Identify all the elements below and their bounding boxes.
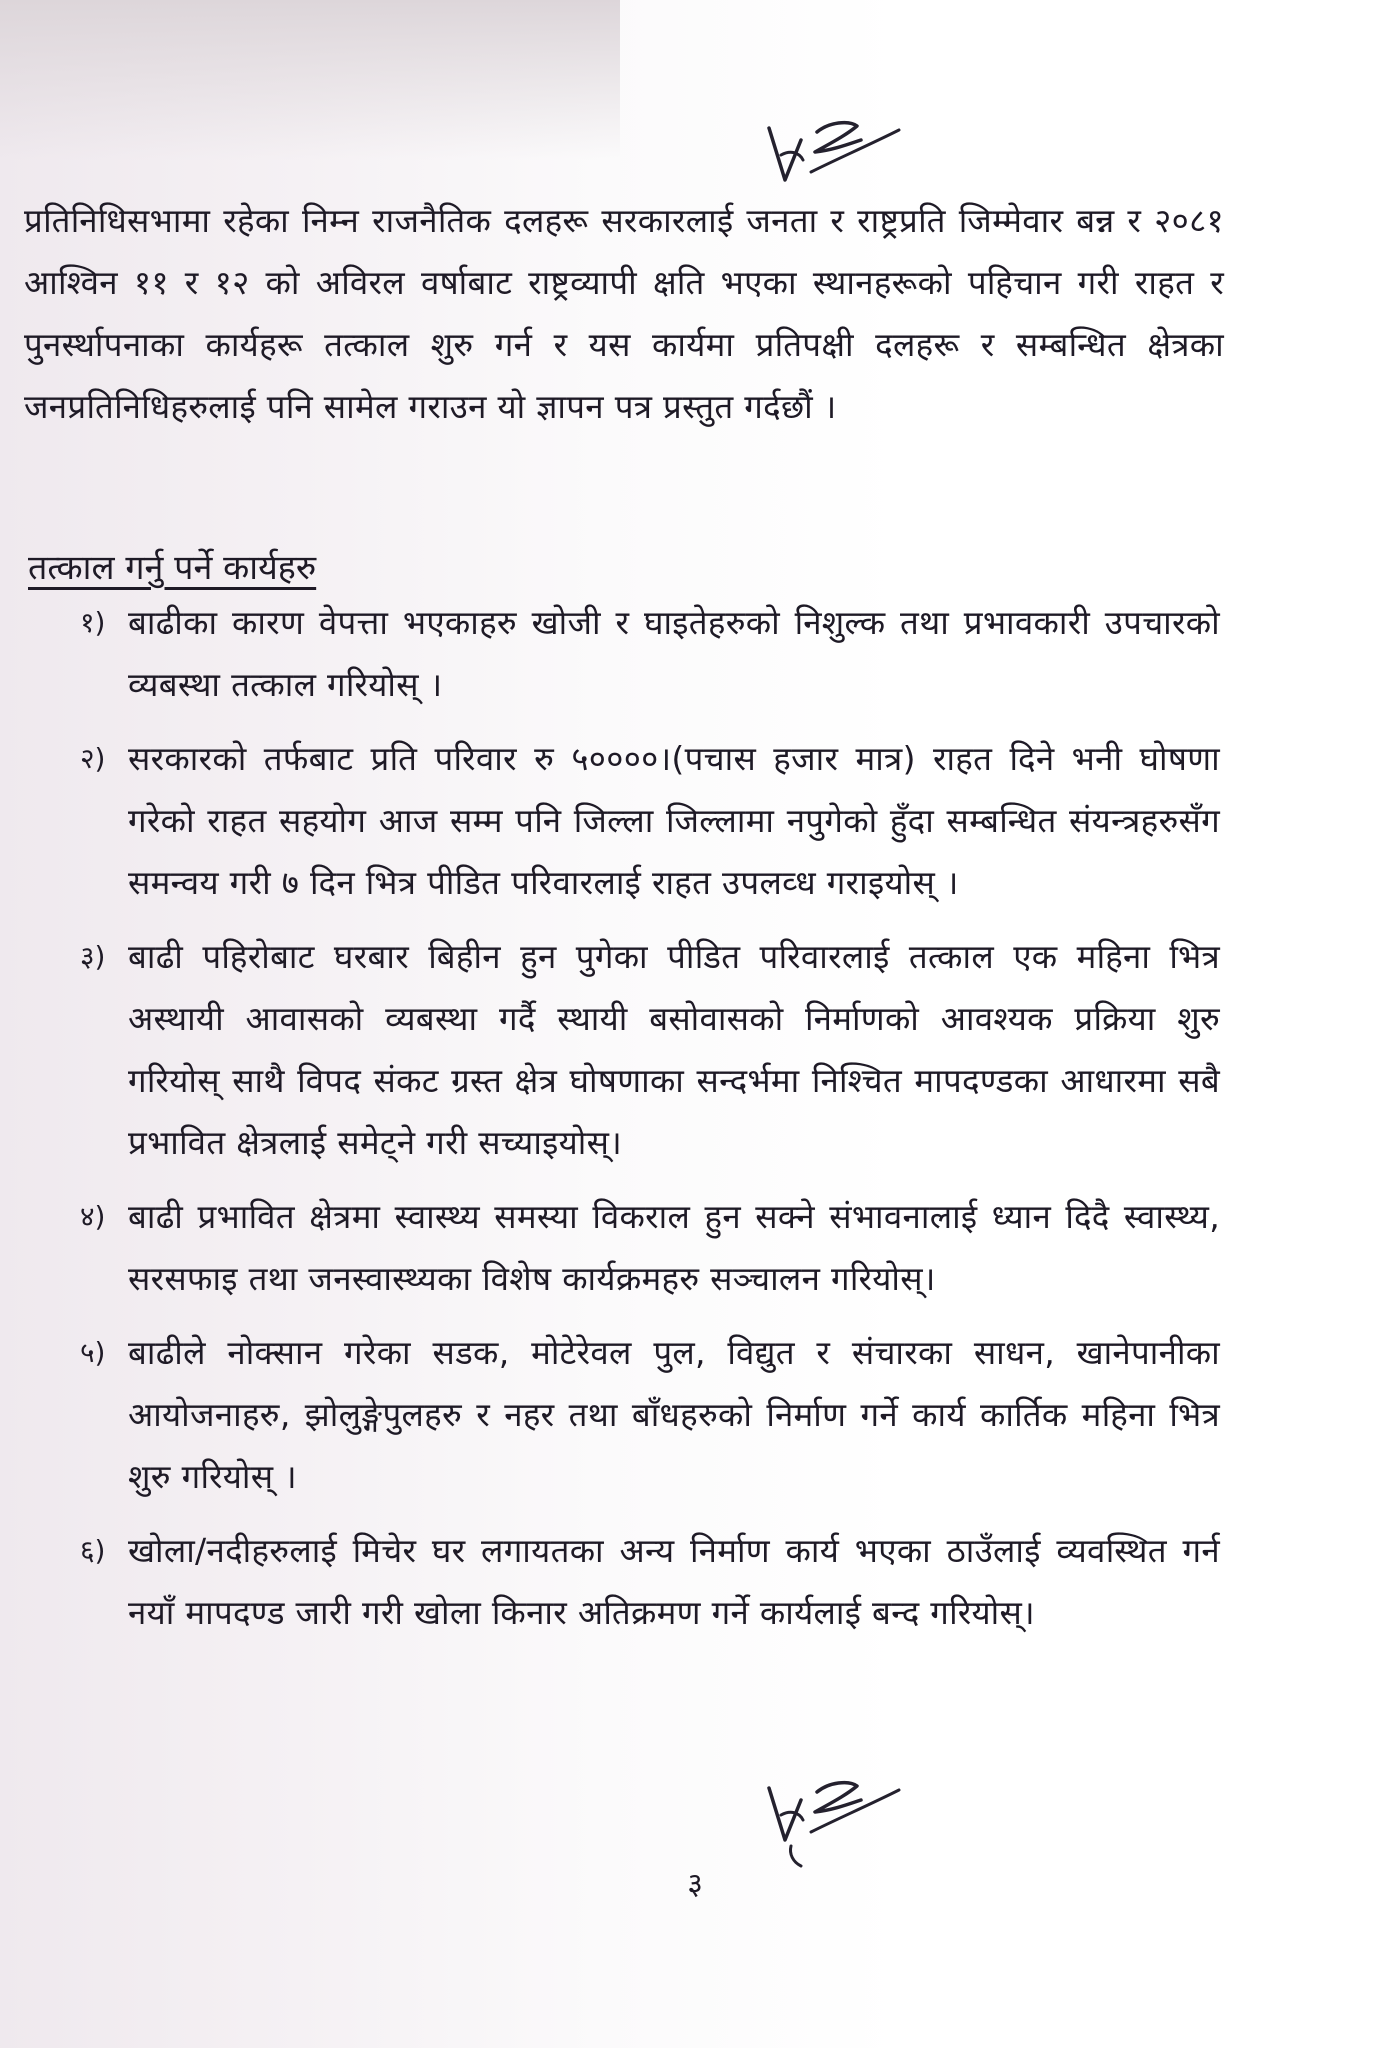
intro-paragraph: प्रतिनिधिसभामा रहेका निम्न राजनैतिक दलहरू सरकारलाई जनता र राष्ट्रप्रति जिम्मेवार बन्न र २०८१ आश्विन ११ र १२ को अविरल वर्षाबाट राष्ट्रव्यापी क्षति भएका स्थानहरूको पहिचान गरी राहत र पुनर्स्थापनाका कार्यहरू तत्काल शुरु गर्न र यस कार्यमा प्रतिपक्षी दलहरू र सम्बन्धित क्षेत्रका जनप्रतिनिधिहरुलाई पनि सामेल गराउन यो ज्ञापन पत्र प्रस्तुत गर्दछौं । (24, 201, 1224, 426)
list-item-text: बाढी पहिरोबाट घरबार बिहीन हुन पुगेका पीडित परिवारलाई तत्काल एक महिना भित्र अस्थायी आवासको व्यबस्था गर्दै स्थायी बसोवासको निर्माणको आवश्यक प्रक्रिया शुरु गरियोस् साथै विपद संकट ग्रस्त क्षेत्र घोषणाका सन्दर्भमा निश्चित मापदण्डका आधारमा सबै प्रभावित क्षेत्रलाई समेट्ने गरी सच्याइयोस्। (128, 937, 1220, 1162)
list-item-text: सरकारको तर्फबाट प्रति परिवार रु ५००००।(पचास हजार मात्र) राहत दिने भनी घोषणा गरेको राहत सहयोग आज सम्म पनि जिल्ला जिल्लामा नपुगेको हुँदा सम्बन्धित संयन्त्रहरुसँग समन्वय गरी ७ दिन भित्र पीडित परिवारलाई राहत उपलव्ध गराइयोस् । (128, 739, 1220, 902)
list-item (80, 1186, 1220, 1310)
list-item-text: बाढीले नोक्सान गरेका सडक, मोटेरेवल पुल, विद्युत र संचारका साधन, खानेपानीका आयोजनाहरु, झोलुङ्गेपुलहरु र नहर तथा बाँधहरुको निर्माण गर्ने कार्य कार्तिक महिना भित्र शुरु गरियोस् । (128, 1333, 1220, 1496)
section-heading: तत्काल गर्नु पर्ने कार्यहरु (28, 548, 317, 588)
list-item-number: ४) (80, 1200, 106, 1233)
list-item-number: ३) (80, 940, 106, 973)
list-item (80, 592, 1220, 716)
list-item-number: २) (80, 742, 106, 775)
action-list (80, 592, 1220, 1656)
signature-bottom (755, 1770, 905, 1870)
scan-shadow (0, 0, 620, 160)
list-item (80, 1520, 1220, 1644)
list-item-text: बाढीका कारण वेपत्ता भएकाहरु खोजी र घाइतेहरुको निशुल्क तथा प्रभावकारी उपचारको व्यबस्था तत्काल गरियोस् । (128, 603, 1220, 704)
list-item-text: बाढी प्रभावित क्षेत्रमा स्वास्थ्य समस्या विकराल हुन सक्ने संभावनालाई ध्यान दिदै स्वास्थ्य, सरसफाइ तथा जनस्वास्थ्यका विशेष कार्यक्रमहरु सञ्चालन गरियोस्। (128, 1197, 1220, 1298)
list-item-text: खोला/नदीहरुलाई मिचेर घर लगायतका अन्य निर्माण कार्य भएका ठाउँलाई व्यवस्थित गर्न नयाँ मापदण्ड जारी गरी खोला किनार अतिक्रमण गर्ने कार्यलाई बन्द गरियोस्। (128, 1531, 1220, 1632)
page-number: ३ (687, 1867, 703, 1902)
list-item-number: ५) (80, 1336, 106, 1369)
list-item (80, 1322, 1220, 1508)
list-item (80, 926, 1220, 1174)
list-item (80, 728, 1220, 914)
list-item-number: १) (80, 606, 106, 639)
list-item-number: ६) (80, 1534, 106, 1567)
